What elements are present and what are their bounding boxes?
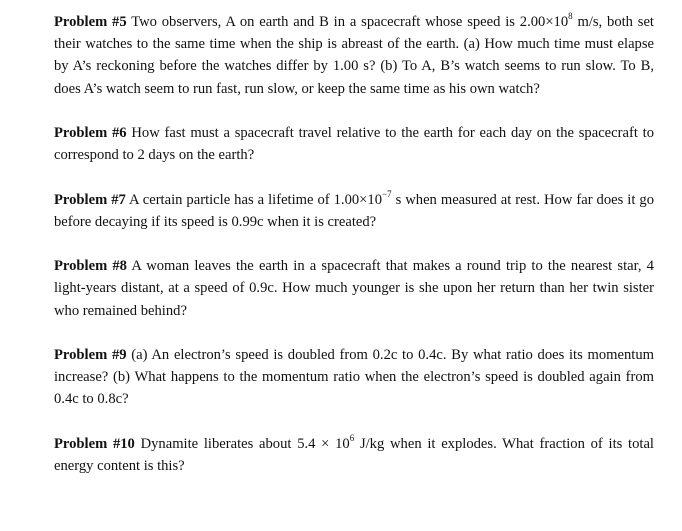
problem-label: Problem #6 (54, 125, 127, 141)
problem-label: Problem #7 (54, 191, 126, 208)
problem-label: Problem #10 (54, 435, 135, 452)
exponent: 6 (349, 432, 355, 443)
problem-text: A certain particle has a lifetime of 1.00×10 (125, 191, 382, 208)
problem-label: Problem #5 (54, 14, 127, 30)
problem-text: (a) An electron’s speed is doubled from 0.2c to 0.4c. By what ratio does its momentum increase? (b) What happens to the momentum ratio when the electron’s speed is doubled again from 0.4c to 0.8c? (54, 346, 654, 408)
problem-5 (54, 11, 654, 100)
exponent: 8 (568, 11, 573, 22)
problem-text: Dynamite liberates about 5.4 × 10 (134, 435, 350, 452)
problem-text: J/kg when it explodes. What fraction of its total energy content is this? (54, 435, 654, 474)
problem-7 (54, 189, 654, 233)
exponent: −7 (382, 188, 392, 199)
problem-text: A woman leaves the earth in a spacecraft that makes a round trip to the nearest star, 4 light-years distant, at a speed of 0.9c. How much younger is she upon her return than her twin sister who remained behind? (54, 258, 654, 319)
problem-text: Two observers, A on earth and B in a spacecraft whose speed is 2.00×10 (126, 14, 569, 30)
problem-6 (54, 122, 654, 166)
problem-8 (54, 255, 654, 322)
problem-label: Problem #9 (54, 346, 127, 363)
problem-9 (54, 344, 654, 411)
problem-text: s when measured at rest. How far does it go before decaying if its speed is 0.99c when it is created? (54, 191, 654, 230)
problem-label: Problem #8 (54, 258, 127, 275)
problem-text: How fast must a spacecraft travel relative to the earth for each day on the spacecraft to correspond to 2 days on the earth? (54, 125, 654, 164)
problem-10 (54, 433, 654, 477)
problem-text: m/s, both set their watches to the same time when the ship is abreast of the earth. (a) How much time must elapse by A’s reckoning before the watches differ by 1.00 s? (b) To A, B’s watch seems to run slow. To B, does A’s watch seem to run fast, run slow, or keep the same time as his own watch? (54, 14, 654, 97)
